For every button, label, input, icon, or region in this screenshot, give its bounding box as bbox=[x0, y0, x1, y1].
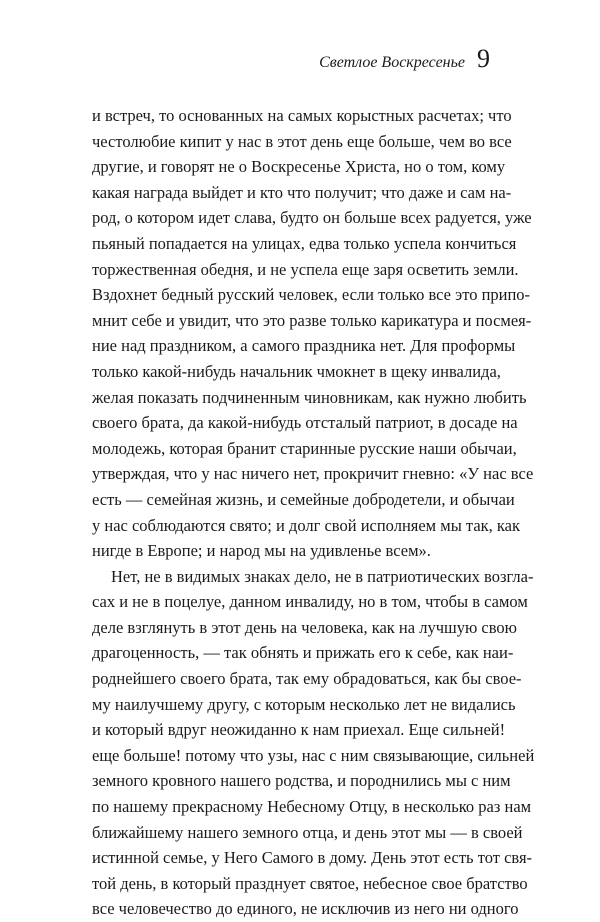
text-line: драгоценность, — так обнять и прижать его к себе, как наи- bbox=[92, 643, 514, 663]
text-line: Вздохнет бедный русский человек, если только все это припо- bbox=[92, 285, 531, 305]
running-title: Светлое Воскресенье bbox=[319, 54, 465, 71]
text-line: все человечество до единого, не исключив из него ни одного bbox=[92, 899, 519, 919]
text-line: какая награда выйдет и кто что получит; что даже и сам на- bbox=[92, 182, 512, 202]
text-line: есть — семейная жизнь, и семейные добродетели, и обычаи bbox=[92, 489, 515, 509]
paragraph bbox=[92, 103, 534, 564]
text-line: утверждая, что у нас ничего нет, прокричит гневно: «У нас все bbox=[92, 464, 534, 484]
text-line: Нет, не в видимых знаках дело, не в патриотических возгла- bbox=[111, 566, 534, 586]
text-line: ближайшему нашего земного отца, и день этот мы — в своей bbox=[92, 822, 523, 842]
text-line: у нас соблюдаются свято; и долг свой исполняем мы так, как bbox=[92, 515, 521, 535]
text-line: молодежь, которая бранит старинные русские наши обычаи, bbox=[92, 438, 517, 458]
paragraph bbox=[92, 564, 535, 922]
text-line: другие, и говорят не о Воскресенье Христа, но о том, кому bbox=[92, 157, 506, 177]
text-line: желая показать подчиненным чиновникам, как нужно любить bbox=[92, 387, 527, 407]
text-line: по нашему прекрасному Небесному Отцу, в несколько раз нам bbox=[92, 797, 532, 817]
text-line: своего брата, да какой-нибудь отсталый патриот, в досаде на bbox=[92, 413, 518, 433]
text-line: и который вдруг неожиданно к нам приехал. Еще сильней! bbox=[92, 720, 506, 740]
text-line: земного кровного нашего родства, и породнились мы с ним bbox=[92, 771, 511, 791]
text-line: роднейшего своего брата, так ему обрадоваться, как бы свое- bbox=[92, 669, 522, 689]
text-line: пьяный попадается на улицах, едва только успела кончиться bbox=[92, 233, 517, 253]
body-text bbox=[92, 103, 535, 922]
text-line: деле взглянуть в этот день на человека, как на лучшую свою bbox=[92, 617, 517, 637]
text-line: му наилучшему другу, с которым несколько лет не видались bbox=[92, 694, 516, 714]
text-line: род, о котором идет слава, будто он больше всех радуется, уже bbox=[92, 208, 532, 228]
text-line: сах и не в поцелуе, данном инвалиду, но в том, чтобы в самом bbox=[92, 592, 528, 612]
text-line: и встреч, то основанных на самых корыстных расчетах; что bbox=[92, 106, 512, 125]
text-line: мнит себе и увидит, что это разве только карикатура и посмея- bbox=[92, 310, 532, 330]
text-line: ние над праздником, а самого праздника нет. Для проформы bbox=[92, 336, 516, 356]
text-line: истинной семье, у Него Самого в дому. День этот есть тот свя- bbox=[92, 848, 533, 868]
text-line: честолюбие кипит у нас в этот день еще больше, чем во все bbox=[92, 131, 512, 151]
text-line: только какой-нибудь начальник чмокнет в щеку инвалида, bbox=[92, 361, 501, 381]
text-line: нигде в Европе; и народ мы на удивленье всем». bbox=[92, 541, 431, 561]
text-line: еще больше! потому что узы, нас с ним связывающие, сильней bbox=[92, 745, 535, 765]
text-line: торжественная обедня, и не успела еще заря осветить земли. bbox=[92, 259, 519, 279]
page-number: 9 bbox=[477, 44, 490, 73]
text-line: той день, в который празднует святое, небесное свое братство bbox=[92, 873, 528, 893]
running-head bbox=[319, 46, 490, 72]
